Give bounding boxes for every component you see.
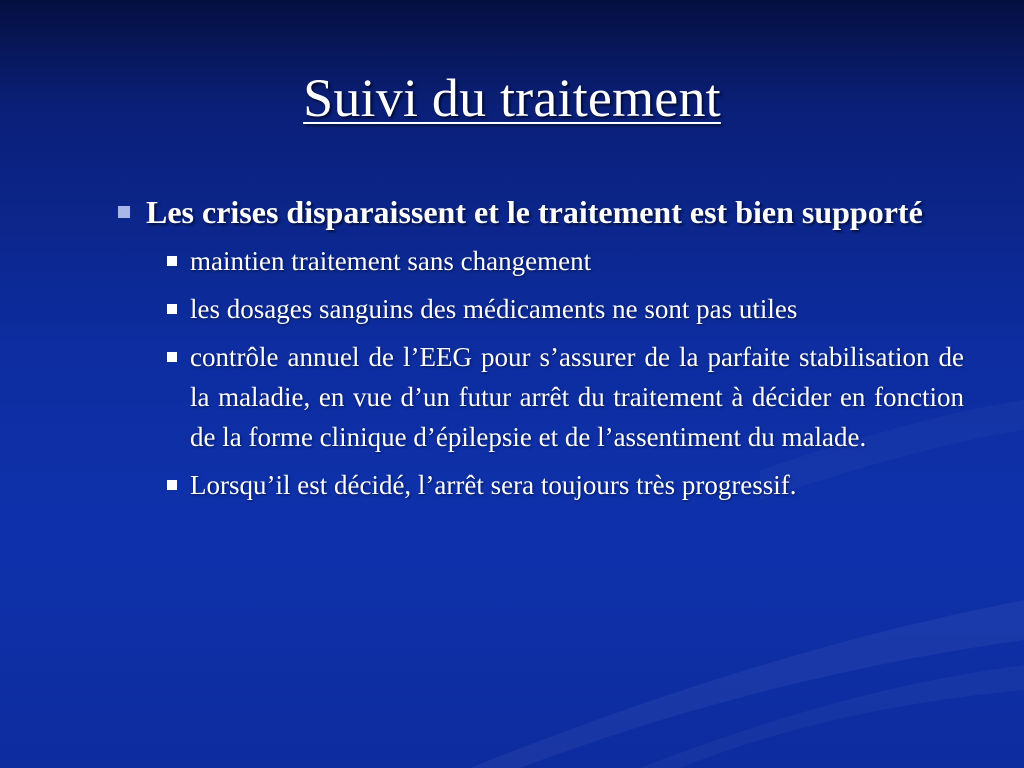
- square-bullet-icon: [167, 304, 177, 314]
- sub-bullet-text: maintien traitement sans changement: [190, 246, 592, 276]
- sub-bullet-text: Lorsqu’il est décidé, l’arrêt sera toujours très progressif.: [190, 470, 797, 500]
- square-bullet-icon: [167, 352, 177, 362]
- sub-bullet-text: les dosages sanguins des médicaments ne sont pas utiles: [190, 294, 798, 324]
- sub-bullet-list: [163, 241, 964, 505]
- main-bullet-text: Les crises disparaissent et le traitement est bien supporté: [146, 194, 923, 230]
- sub-bullet-item: [163, 241, 964, 281]
- square-bullet-icon: [118, 206, 130, 218]
- sub-bullet-item: [163, 465, 964, 505]
- sub-bullet-item: [163, 337, 964, 457]
- sub-bullet-text: contrôle annuel de l’EEG pour s’assurer de la parfaite stabilisation de la maladie, en vue d’un futur arrêt du traitement à décider en fonction de la forme clinique d’épilepsie et de l’assentiment du malade.: [190, 342, 964, 452]
- main-bullet-item: [112, 192, 964, 232]
- slide-content: [112, 192, 964, 513]
- square-bullet-icon: [167, 256, 177, 266]
- square-bullet-icon: [167, 480, 177, 490]
- slide-title: Suivi du traitement: [303, 68, 721, 128]
- sub-bullet-item: [163, 289, 964, 329]
